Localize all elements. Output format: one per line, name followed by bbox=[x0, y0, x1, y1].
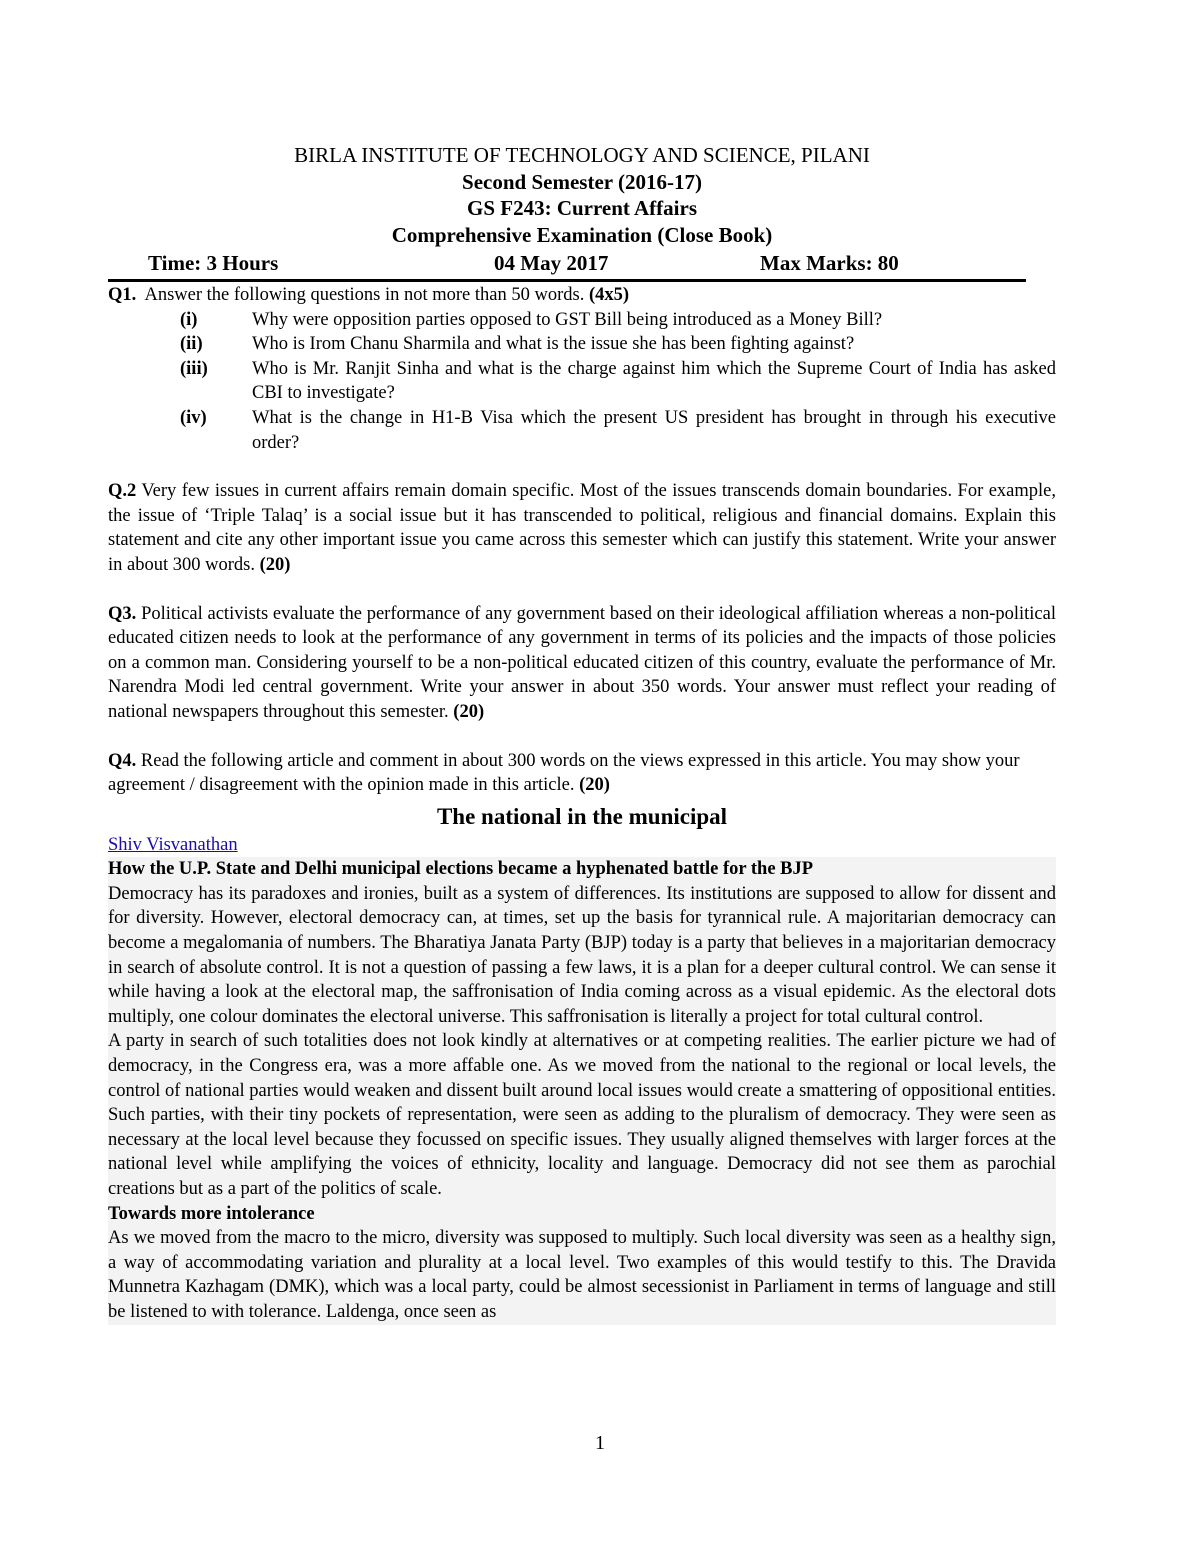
article-body bbox=[108, 857, 1056, 1324]
q4-marks: (20) bbox=[579, 775, 610, 796]
article-paragraph: As we moved from the macro to the micro, diversity was supposed to multiply. Such local diversity was seen as a healthy sign, a way of accommodating variation and plurality at a local level. Two examples of this would testify to this. The Dravida Munnetra Kazhagam (DMK), which was a local party, could be almost secessionist in Parliament in terms of language and still be listened to with tolerance. Laldenga, once seen as bbox=[108, 1228, 1056, 1322]
article-subtitle: How the U.P. State and Delhi municipal elections became a hyphenated battle for the BJP bbox=[108, 859, 814, 880]
article-author-link[interactable]: Shiv Visvanathan bbox=[108, 834, 238, 855]
article-author-line bbox=[108, 833, 1056, 858]
institute-name: BIRLA INSTITUTE OF TECHNOLOGY AND SCIENCE, PILANI bbox=[294, 143, 870, 167]
q2-text: Very few issues in current affairs remain domain specific. Most of the issues transcends domain boundaries. For example, the issue of ‘Triple Talaq’ is a social issue but it has transcended to political, religious and financial domains. Explain this statement and cite any other important issue you came across this semester which can justify this statement. Write your answer in about 300 words. bbox=[108, 481, 1056, 575]
q1-subquestion bbox=[108, 357, 1056, 406]
subq-number: (ii) bbox=[180, 334, 203, 355]
q4-text: Read the following article and comment in about 300 words on the views expressed in this article. You may show your agreement / disagreement with the opinion made in this article. bbox=[108, 750, 1020, 796]
q1-subquestion bbox=[108, 308, 1056, 333]
exam-date: 04 May 2017 bbox=[494, 251, 609, 275]
q1-subquestion bbox=[108, 406, 1056, 455]
exam-type: Comprehensive Examination (Close Book) bbox=[391, 222, 773, 247]
article-title: The national in the municipal bbox=[436, 803, 728, 829]
subq-number: (iii) bbox=[180, 358, 208, 379]
q1-subquestion bbox=[108, 332, 1056, 357]
question-1 bbox=[108, 283, 1056, 308]
q1-label: Q1. bbox=[108, 285, 137, 305]
q4-label: Q4. bbox=[108, 750, 137, 771]
subq-number: (iv) bbox=[180, 407, 207, 428]
q3-label: Q3. bbox=[108, 603, 137, 624]
course-title: GS F243: Current Affairs bbox=[466, 196, 697, 220]
subq-text: Who is Mr. Ranjit Sinha and what is the charge against him which the Supreme Court of India has asked CBI to investigate? bbox=[252, 358, 1056, 404]
article-paragraph: Democracy has its paradoxes and ironies, built as a system of differences. Its institutions are supposed to allow for dissent and for diversity. However, electoral democracy can, at times, set up the basis for tyrannical rule. A majoritarian democracy can become a megalomania of numbers. The Bharatiya Janata Party (BJP) today is a party that believes in a majoritarian democracy in search of absolute control. It is not a question of passing a few laws, it is a plan for a deeper cultural control. We can sense it while having a look at the electoral map, the saffronisation of India coming across as a visual epidemic. As the electoral dots multiply, one colour dominates the electoral universe. This saffronisation is literally a project for total cultural control. bbox=[108, 883, 1056, 1027]
exam-body bbox=[108, 283, 1056, 1325]
article-subheading: Towards more intolerance bbox=[108, 1203, 315, 1224]
question-4 bbox=[108, 749, 1056, 798]
q1-marks: (4x5) bbox=[588, 285, 630, 305]
max-marks: Max Marks: 80 bbox=[760, 251, 899, 275]
question-3 bbox=[108, 602, 1056, 725]
q2-label: Q.2 bbox=[108, 481, 137, 502]
subq-text: Who is Irom Chanu Sharmila and what is the issue she has been fighting against? bbox=[252, 334, 855, 355]
question-2 bbox=[108, 479, 1056, 577]
exam-time: Time: 3 Hours bbox=[148, 251, 279, 275]
article-paragraph: A party in search of such totalities does not look kindly at alternatives or at competing realities. The earlier picture we had of democracy, in the Congress era, was a more affable one. As we moved from the national to the regional or local levels, the control of national parties would weaken and dissent built around local issues would create a smattering of oppositional entities. Such parties, with their tiny pockets of representation, were seen as adding to the pluralism of democracy. They were seen as necessary at the local level because they focussed on specific issues. They usually aligned themselves with larger forces at the national level while amplifying the voices of ethnicity, locality and language. Democracy did not see them as parochial creations but as a part of the politics of scale. bbox=[108, 1031, 1056, 1199]
semester: Second Semester (2016-17) bbox=[462, 169, 702, 194]
q3-marks: (20) bbox=[453, 701, 485, 722]
q1-text: Answer the following questions in not more than 50 words. bbox=[144, 285, 585, 305]
subq-text: Why were opposition parties opposed to GST Bill being introduced as a Money Bill? bbox=[252, 309, 883, 330]
page-number: 1 bbox=[595, 1432, 605, 1454]
q2-marks: (20) bbox=[259, 554, 291, 575]
q3-text: Political activists evaluate the performance of any government based on their ideological affiliation whereas a non-political educated citizen needs to look at the performance of any government in terms of its policies and the impacts of those policies on a common man. Considering yourself to be a non-political educated citizen of this country, evaluate the performance of Mr. Narendra Modi led central government. Write your answer in about 350 words. Your answer must reflect your reading of national newspapers throughout this semester. bbox=[108, 603, 1056, 722]
subq-text: What is the change in H1-B Visa which the present US president has brought in through his executive order? bbox=[252, 407, 1056, 453]
exam-header bbox=[108, 142, 1056, 248]
exam-meta-row bbox=[108, 249, 1026, 282]
subq-number: (i) bbox=[180, 309, 198, 330]
